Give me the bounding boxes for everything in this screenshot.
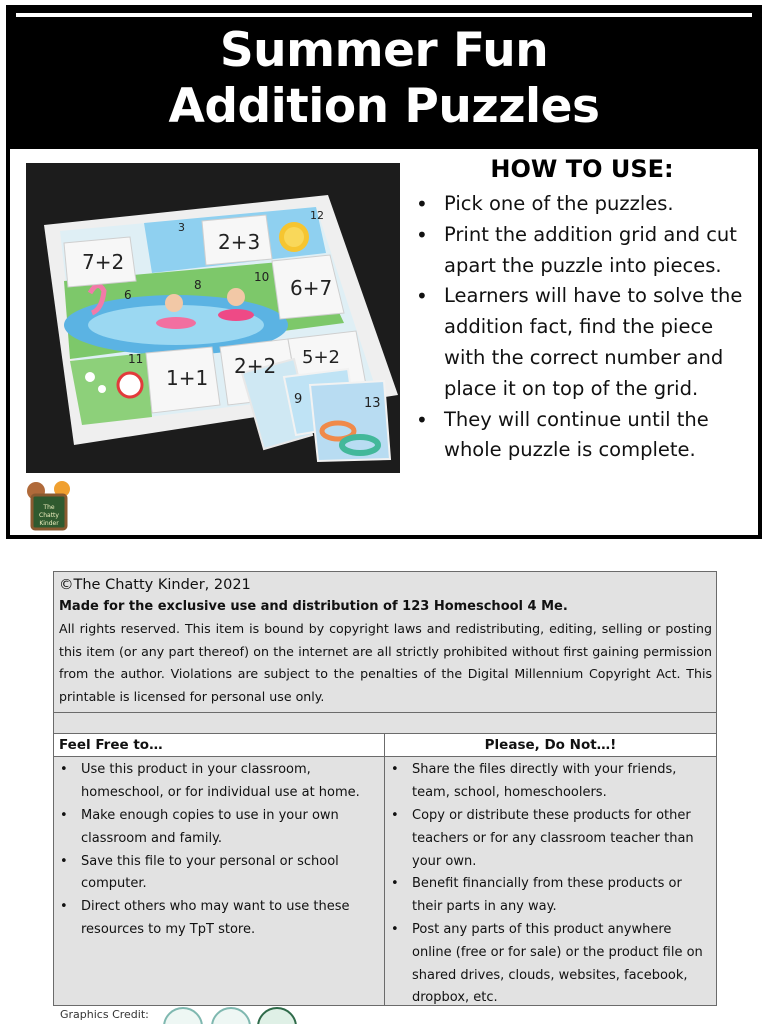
feel-free-item: • Direct others who may want to use these resources to my TpT store. xyxy=(58,896,380,942)
rights-paragraph: All rights reserved. This item is bound by copyright laws and redistributing, editing, selling or posting this item (or any part thereof) on the internet are all strictly prohibited without first gaining permission from the author. Violations are subject to the penalties of the Digital Millennium Copyright Act. This printable is licensed for personal use only. xyxy=(59,621,712,704)
copyright-block xyxy=(54,572,716,713)
made-for-line: Made for the exclusive use and distribution of 123 Homeschool 4 Me. xyxy=(59,599,568,614)
credit-badge-1 xyxy=(163,1007,203,1024)
title-rule xyxy=(16,13,752,17)
feel-free-heading: Feel Free to… xyxy=(54,734,384,757)
do-not-item: • Copy or distribute these products for other teachers or for any classroom teacher than your own. xyxy=(389,805,712,873)
tile-12: 12 xyxy=(310,209,324,222)
cover-body xyxy=(10,149,758,535)
do-not-body xyxy=(385,757,716,1005)
how-to-step: • They will continue until the whole puzzle is complete. xyxy=(408,405,748,467)
tile-8: 8 xyxy=(194,278,202,292)
feel-free-item: • Save this file to your personal or school computer. xyxy=(58,851,380,897)
tile-9: 9 xyxy=(294,392,303,407)
tile-6: 6 xyxy=(124,288,132,302)
svg-text:The: The xyxy=(43,504,55,511)
how-to-step: • Learners will have to solve the addition fact, find the piece with the correct number and place it on top of the grid. xyxy=(408,281,748,404)
title-line-2: Addition Puzzles xyxy=(168,79,600,134)
puzzle-photo xyxy=(26,163,400,473)
terms-of-use-table xyxy=(53,571,717,1006)
tile-5plus2: 5+2 xyxy=(302,347,340,368)
chatty-kinder-logo xyxy=(22,479,80,533)
tile-13: 13 xyxy=(364,396,381,411)
logo-graphic xyxy=(22,479,80,533)
tile-7plus2: 7+2 xyxy=(82,250,125,274)
feel-free-body xyxy=(54,757,384,1005)
how-to-use-heading: HOW TO USE: xyxy=(490,155,674,183)
table-spacer-row xyxy=(54,713,716,734)
do-not-column xyxy=(385,734,716,1005)
tile-11: 11 xyxy=(128,352,144,366)
graphics-credit: Graphics Credit: xyxy=(60,1008,149,1021)
how-to-use-list xyxy=(408,189,748,466)
tile-10: 10 xyxy=(254,270,270,284)
credit-badge-3 xyxy=(257,1007,297,1024)
svg-text:Chatty: Chatty xyxy=(39,512,59,519)
copyright-line: ©The Chatty Kinder, 2021 xyxy=(59,577,251,593)
tile-2plus3: 2+3 xyxy=(218,230,261,254)
do-not-item: • Share the files directly with your friends, team, school, homeschoolers. xyxy=(389,759,712,805)
tile-6plus7: 6+7 xyxy=(290,276,333,300)
credit-badges xyxy=(163,1005,313,1024)
tile-2plus2: 2+2 xyxy=(234,354,277,378)
do-not-item: • Post any parts of this product anywhere online (free or for sale) or the product file on shared drives, clouds, websites, facebook, dropbox, etc. xyxy=(389,919,712,1010)
tile-1plus1: 1+1 xyxy=(166,366,209,390)
page-title xyxy=(6,23,762,135)
cover-card xyxy=(6,5,762,539)
do-not-item: • Benefit financially from these products or their parts in any way. xyxy=(389,873,712,919)
tile-3: 3 xyxy=(178,221,185,234)
how-to-step: • Print the addition grid and cut apart the puzzle into pieces. xyxy=(408,220,748,282)
terms-columns xyxy=(54,734,716,1005)
svg-text:Kinder: Kinder xyxy=(39,520,59,527)
feel-free-item: • Use this product in your classroom, homeschool, or for individual use at home. xyxy=(58,759,380,805)
puzzle-illustration xyxy=(26,163,400,473)
how-to-step: • Pick one of the puzzles. xyxy=(408,189,748,220)
title-line-1: Summer Fun xyxy=(219,23,549,78)
credit-badge-2 xyxy=(211,1007,251,1024)
do-not-heading: Please, Do Not…! xyxy=(385,734,716,757)
feel-free-column xyxy=(54,734,385,1005)
feel-free-item: • Make enough copies to use in your own classroom and family. xyxy=(58,805,380,851)
